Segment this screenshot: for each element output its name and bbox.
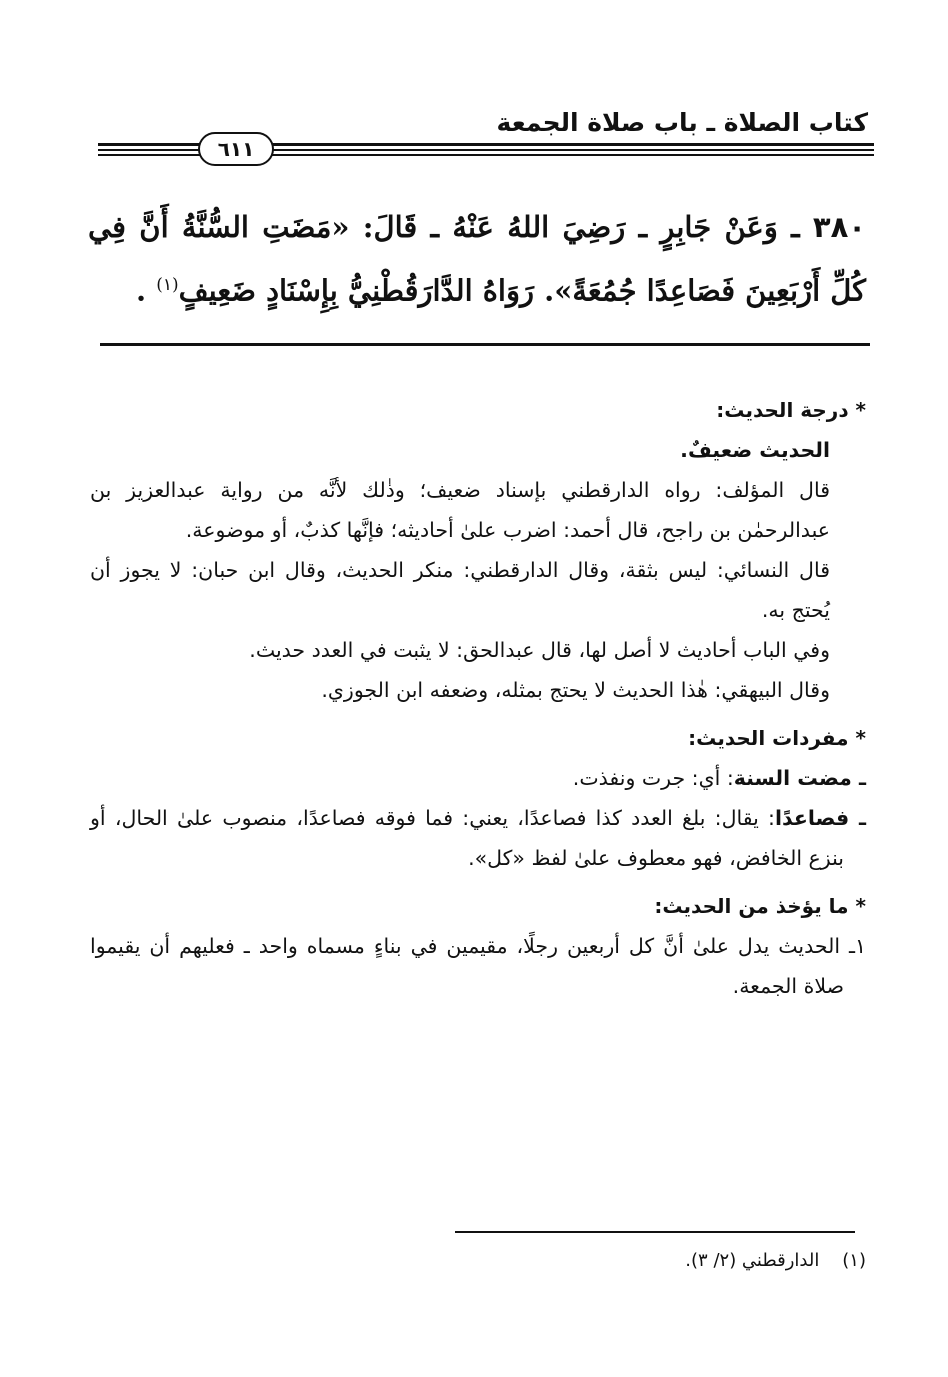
footnote-divider (455, 1231, 855, 1233)
hadith-number: ٣٨٠ (812, 210, 866, 244)
grade-paragraph: قال النسائي: ليس بثقة، وقال الدارقطني: منكر الحديث، وقال ابن حبان: لا يجوز أن يُحتج به. (90, 558, 830, 622)
lesson-item: ١ـ الحديث يدل علىٰ أنَّ كل أربعين رجلًا، مقيمين في بناءٍ مسماه واحد ـ فعليهم أن يقيموا صلاة الجمعة. (90, 934, 866, 998)
footnote (685, 1250, 866, 1271)
commentary (90, 390, 866, 1006)
heading-vocabulary: * مفردات الحديث: (688, 726, 866, 750)
grade-paragraph: وفي الباب أحاديث لا أصل لها، قال عبدالحق: لا يثبت في العدد حديث. (249, 638, 830, 662)
grade-paragraph: قال المؤلف: رواه الدارقطني بإسناد ضعيف؛ وذٰلك لأنَّه من رواية عبدالعزيز بن عبدالرحمٰن بن راجح، قال أحمد: اضرب علىٰ أحاديثه؛ فإنَّها كذبٌ، أو موضوعة. (90, 478, 830, 542)
hadith-dash: ـ (791, 210, 800, 244)
hadith-matn: وَعَنْ جَابِرٍ ـ رَضِيَ اللهُ عَنْهُ ـ قَالَ: «مَضَتِ السُّنَّةُ أَنَّ فِي كُلِّ أَرْبَعِينَ فَصَاعِدًا جُمُعَةً». رَوَاهُ الدَّارَقُطْنِيُّ بِإِسْنَادٍ ضَعِيفٍ (88, 210, 866, 308)
heading-hadith-grade: * درجة الحديث: (716, 398, 866, 422)
vocab-term: ـ مضت السنة (733, 766, 866, 790)
grade-paragraph: وقال البيهقي: هٰذا الحديث لا يحتج بمثله، وضعفه ابن الجوزي. (321, 678, 830, 702)
footnote-reference: (١) (156, 275, 179, 295)
page-number: ٦١١ (198, 132, 274, 166)
matn-divider (100, 343, 870, 346)
grade-verdict: الحديث ضعيفٌ. (680, 438, 830, 462)
vocab-definition: : أي: جرت ونفذت. (572, 766, 734, 790)
footnote-marker: (١) (842, 1250, 866, 1271)
vocab-term: ـ فصاعدًا (774, 806, 867, 830)
vocab-definition: : يقال: بلغ العدد كذا فصاعدًا، يعني: فما فوقه فصاعدًا، منصوب علىٰ الحال، أو بنزع الخافض، فهو معطوف علىٰ لفظ «كل». (90, 806, 844, 870)
hadith-text-block (88, 198, 866, 320)
hadith-end: . (135, 273, 147, 308)
footnote-text: الدارقطني (٢/ ٣). (685, 1250, 820, 1271)
vocab-item (90, 758, 866, 798)
vocab-item (90, 798, 866, 878)
heading-lessons: * ما يؤخذ من الحديث: (654, 894, 866, 918)
running-title: كتاب الصلاة ـ باب صلاة الجمعة (496, 108, 868, 137)
